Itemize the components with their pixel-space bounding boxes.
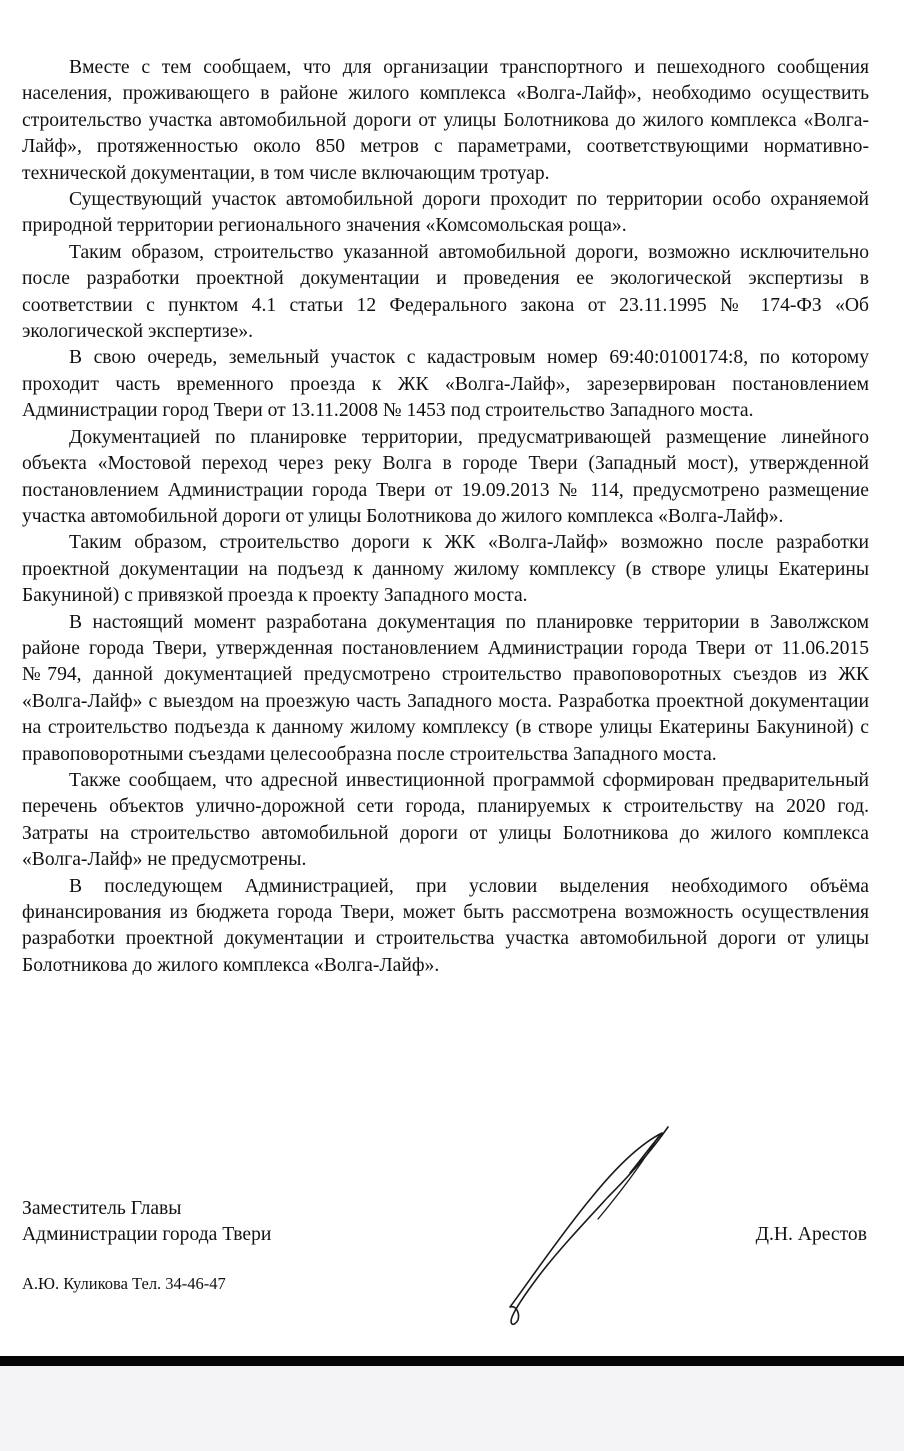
signer-position-line-1: Заместитель Главы [22, 1198, 182, 1219]
paragraph-1: Вместе с тем сообщаем, что для организации транспортного и пешеходного сообщения населения, проживающего в районе жилого комплекса «Волга-Лайф», необходимо осуществить строительство участка автомобильной дороги от улицы Болотникова до жилого комплекса «Волга-Лайф», протяженностью около 850 метров с параметрами, соответствующими нормативно-технической документации, в том числе включающим тротуар. [22, 57, 869, 184]
paragraph-2: Существующий участок автомобильной дороги проходит по территории особо охраняемой природной территории регионального значения «Комсомольская роща». [22, 189, 869, 237]
paragraph-6: Таким образом, строительство дороги к ЖК «Волга-Лайф» возможно после разработки проектной документации на подъезд к данному жилому комплексу (в створе улицы Екатерины Бакуниной) с привязкой проезда к проекту Западного моста. [22, 532, 869, 607]
paragraph-4: В свою очередь, земельный участок с кадастровым номер 69:40:0100174:8, по которому проходит часть временного проезда к ЖК «Волга-Лайф», зарезервирован постановлением Администрации город Твери от 13.11.2008 № 1453 под строительство Западного моста. [22, 347, 869, 422]
executor-contact: А.Ю. Куликова Тел. 34-46-47 [22, 1274, 226, 1293]
signer-position [22, 1196, 271, 1249]
handwritten-signature [500, 1115, 690, 1330]
paragraph-8: Также сообщаем, что адресной инвестиционной программой сформирован предварительный перечень объектов улично-дорожной сети города, планируемых к строительству на 2020 год. Затраты на строительство автомобильной дороги от улицы Болотникова до жилого комплекса «Волга-Лайф» не предусмотрены. [22, 769, 869, 871]
paragraph-9: В последующем Администрацией, при условии выделения необходимого объёма финансирования из бюджета города Твери, может быть рассмотрена возможность осуществления разработки проектной документации и строительства участка автомобильной дороги от улицы Болотникова до жилого комплекса «Волга-Лайф». [22, 875, 869, 976]
signer-name: Д.Н. Арестов [755, 1224, 867, 1245]
page-bottom-edge [0, 1356, 904, 1366]
signer-position-line-2: Администрации города Твери [22, 1224, 272, 1246]
paragraph-3: Таким образом, строительство указанной автомобильной дороги, возможно исключительно после разработки проектной документации и проведения ее экологической экспертизы в соответствии с пунктом 4.1 статьи 12 Федерального закона от 23.11.1995 № 174-ФЗ «Об экологической экспертизе». [22, 241, 869, 343]
paragraph-7: В настоящий момент разработана документация по планировке территории в Заволжском районе города Твери, утвержденная постановлением Администрации города Твери от 11.06.2015 №794, данной документацией предусмотрено строительство правоповоротных съездов из ЖК «Волга-Лайф» с выездом на проезжую часть Западного моста. Разработка проектной документации на строительство подъезда к данному жилому комплексу (в створе улицы Екатерины Бакуниной) с правоповоротными съездами целесообразна после строительства Западного моста. [22, 611, 869, 765]
viewer-footer-area [0, 1366, 904, 1451]
letter-body [22, 55, 869, 979]
paragraph-5: Документацией по планировке территории, предусматривающей размещение линейного объекта «Мостовой переход через реку Волга в городе Твери (Западный мост), утвержденной постановлением Администрации города Твери от 19.09.2013 № 114, предусмотрено размещение участка автомобильной дороги от улицы Болотникова до жилого комплекса «Волга-Лайф». [22, 426, 869, 527]
